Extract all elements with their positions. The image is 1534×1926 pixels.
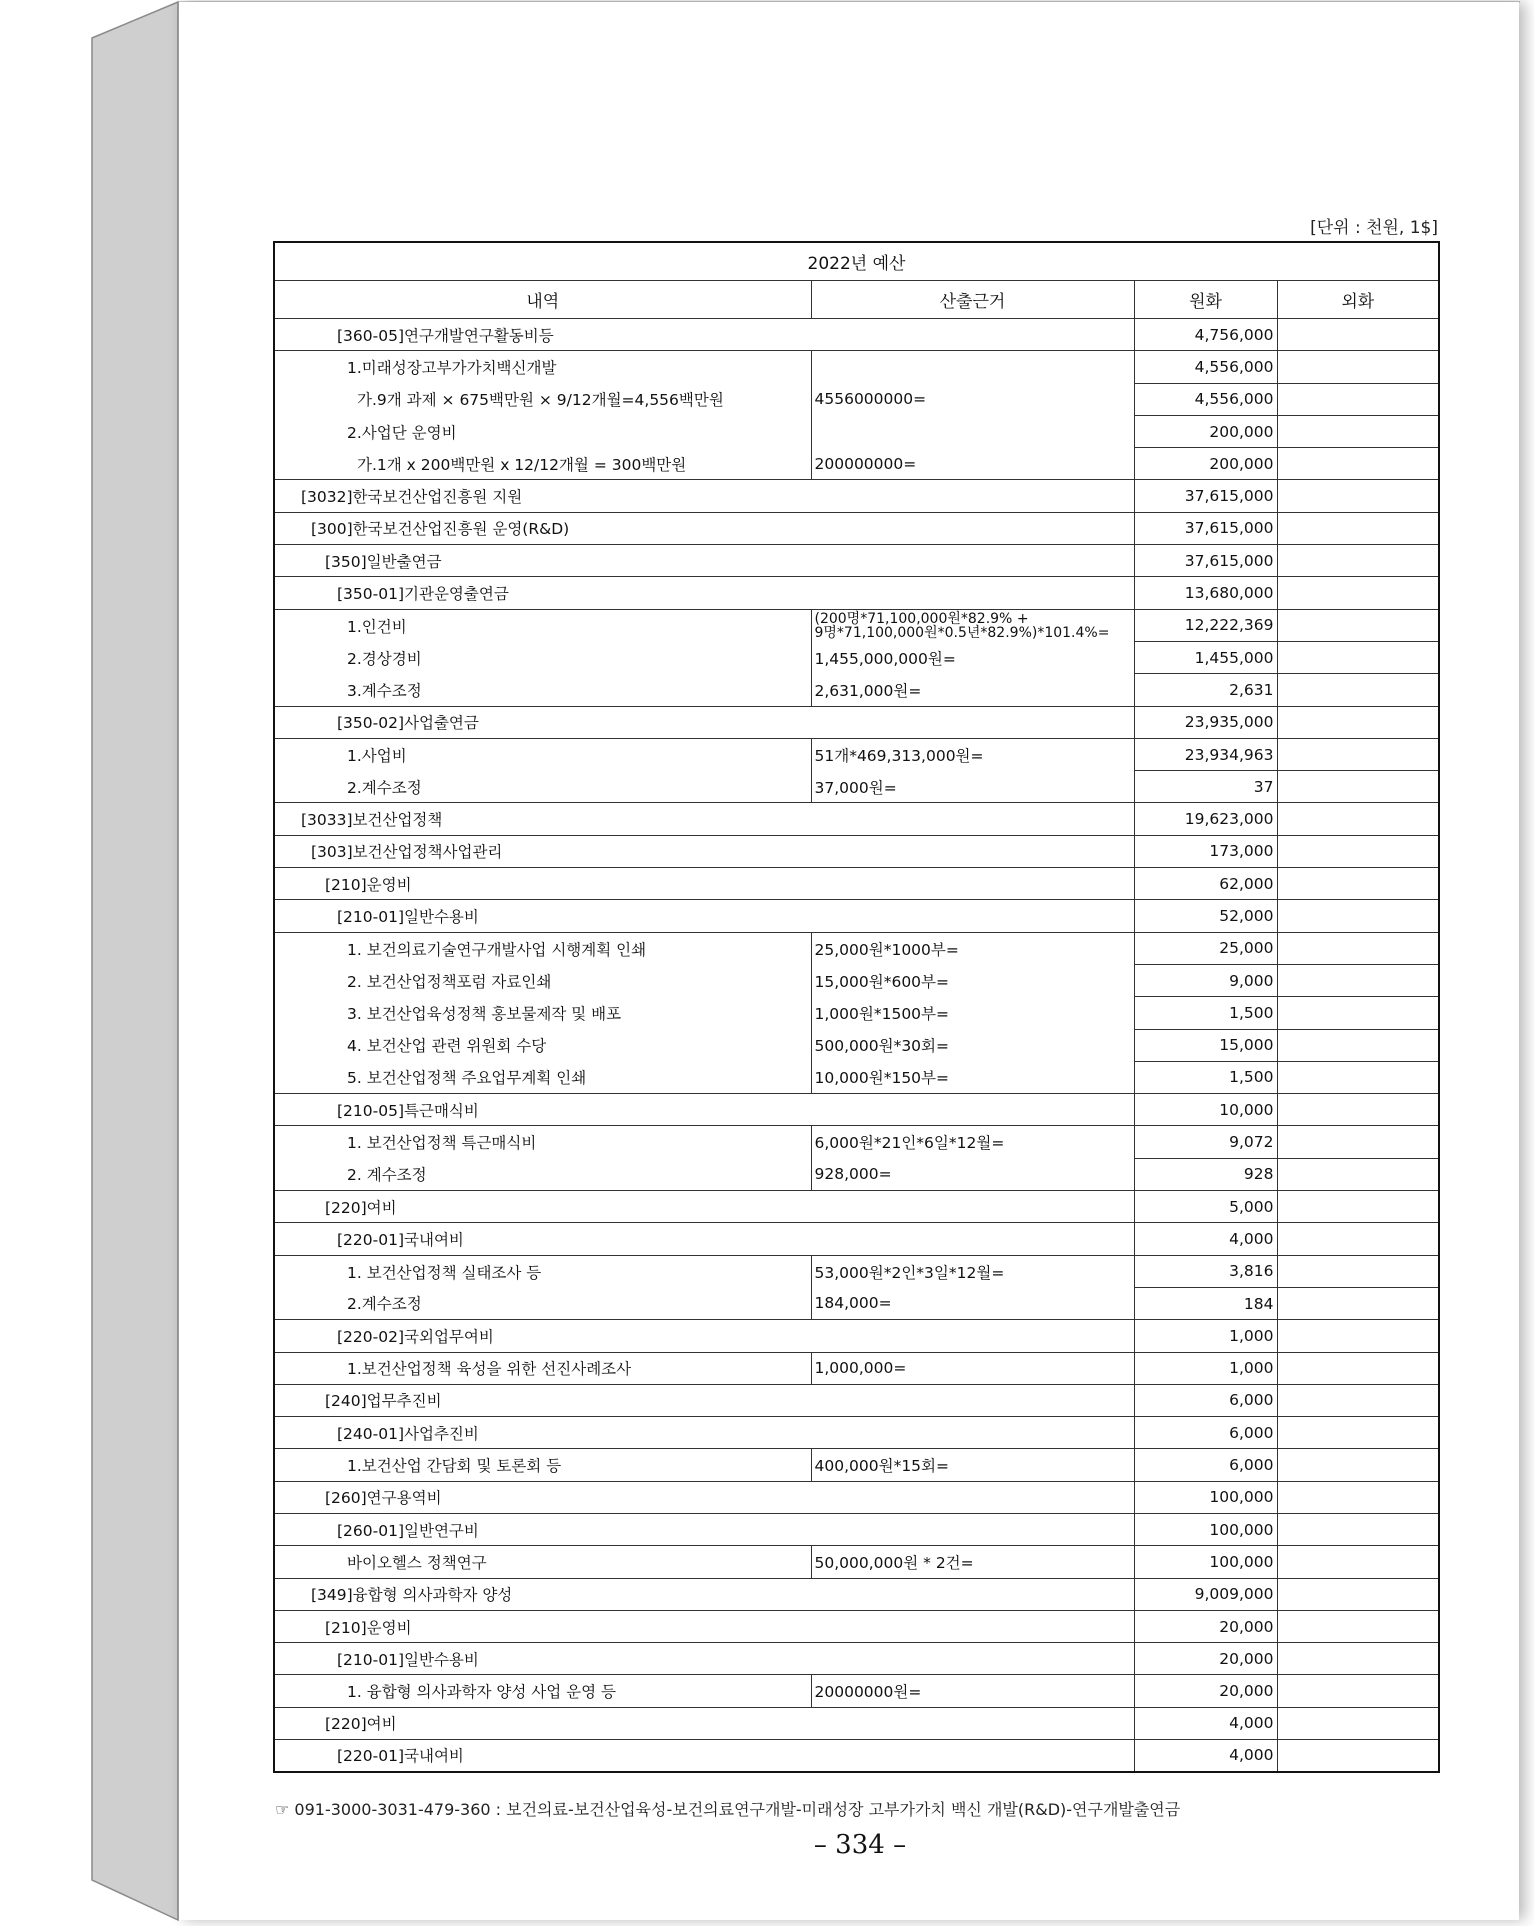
budget-rows [274,319,1439,1772]
row-description: [3033]보건산업정책 [274,803,1134,835]
row-won-amount: 4,000 [1134,1223,1277,1255]
table-row [274,319,1439,351]
row-description: 바이오헬스 정책연구 [274,1546,811,1578]
row-foreign-amount [1277,512,1439,544]
row-description: 4. 보건산업 관련 위원회 수당 [274,1029,811,1061]
header-foreign: 외화 [1277,281,1439,319]
row-won-amount: 20,000 [1134,1675,1277,1707]
table-row [274,512,1439,544]
row-won-amount: 13,680,000 [1134,577,1277,609]
row-won-amount: 6,000 [1134,1449,1277,1481]
page-number: – 334 – [813,1830,907,1860]
row-description: [349]융합형 의사과학자 양성 [274,1578,1134,1610]
row-description: 1. 융합형 의사과학자 양성 사업 운영 등 [274,1675,811,1707]
table-row [274,641,1439,673]
table-row [274,351,1439,383]
row-foreign-amount [1277,1578,1439,1610]
row-won-amount: 23,934,963 [1134,738,1277,770]
table-row [274,1513,1439,1545]
header-basis: 산출근거 [811,281,1134,319]
row-description: [220]여비 [274,1191,1134,1223]
row-foreign-amount [1277,674,1439,706]
table-row [274,1061,1439,1093]
table-row [274,1546,1439,1578]
row-foreign-amount [1277,1223,1439,1255]
table-row [274,448,1439,480]
row-won-amount: 9,000 [1134,964,1277,996]
row-won-amount: 20,000 [1134,1643,1277,1675]
row-foreign-amount [1277,1740,1439,1772]
row-basis: 25,000원*1000부= [811,932,1134,964]
row-foreign-amount [1277,351,1439,383]
row-foreign-amount [1277,1707,1439,1739]
row-basis: 1,455,000,000원= [811,641,1134,673]
row-description: [220-02]국외업무여비 [274,1320,1134,1352]
row-basis: 928,000= [811,1158,1134,1190]
table-row [274,1578,1439,1610]
table-row [274,609,1439,641]
row-description: 2.계수조정 [274,771,811,803]
row-description: 1. 보건산업정책 특근매식비 [274,1126,811,1158]
row-won-amount: 37,615,000 [1134,545,1277,577]
row-description: [300]한국보건산업진흥원 운영(R&D) [274,512,1134,544]
row-description: 1.보건산업정책 육성을 위한 선진사례조사 [274,1352,811,1384]
row-foreign-amount [1277,415,1439,447]
table-row [274,1029,1439,1061]
row-basis [811,415,1134,447]
row-description: [360-05]연구개발연구활동비등 [274,319,1134,351]
row-foreign-amount [1277,1643,1439,1675]
table-row [274,771,1439,803]
row-basis: 500,000원*30회= [811,1029,1134,1061]
table-row [274,932,1439,964]
table-row [274,1255,1439,1287]
row-description: 1. 보건의료기술연구개발사업 시행계획 인쇄 [274,932,811,964]
row-basis: 37,000원= [811,771,1134,803]
row-foreign-amount [1277,448,1439,480]
row-foreign-amount [1277,1320,1439,1352]
row-description: [210]운영비 [274,1610,1134,1642]
table-row [274,835,1439,867]
row-foreign-amount [1277,1287,1439,1319]
row-description: [3032]한국보건산업진흥원 지원 [274,480,1134,512]
row-foreign-amount [1277,964,1439,996]
row-basis: (200명*71,100,000원*82.9% + 9명*71,100,000원*0.5년*82.9%)*101.4%= [811,609,1134,641]
row-description: 가.9개 과제 × 675백만원 × 9/12개월=4,556백만원 [274,383,811,415]
row-foreign-amount [1277,803,1439,835]
row-description: [303]보건산업정책사업관리 [274,835,1134,867]
row-description: 3. 보건산업육성정책 홍보물제작 및 배포 [274,997,811,1029]
row-foreign-amount [1277,1546,1439,1578]
row-foreign-amount [1277,868,1439,900]
row-won-amount: 52,000 [1134,900,1277,932]
row-basis: 2,631,000원= [811,674,1134,706]
row-won-amount: 37,615,000 [1134,512,1277,544]
footnote: ☞ 091-3000-3031-479-360 : 보건의료-보건산업육성-보건의료연구개발-미래성장 고부가가치 백신 개발(R&D)-연구개발출연금 [275,1800,1181,1819]
row-basis: 4556000000= [811,383,1134,415]
row-description: [210-01]일반수용비 [274,900,1134,932]
row-basis: 10,000원*150부= [811,1061,1134,1093]
row-description: 가.1개 x 200백만원 x 12/12개월 = 300백만원 [274,448,811,480]
row-won-amount: 1,500 [1134,1061,1277,1093]
unit-label: [단위 : 천원, 1$] [1310,218,1438,238]
row-foreign-amount [1277,900,1439,932]
table-row [274,1126,1439,1158]
row-description: [220-01]국내여비 [274,1740,1134,1772]
row-won-amount: 1,000 [1134,1320,1277,1352]
row-basis: 53,000원*2인*3일*12월= [811,1255,1134,1287]
row-won-amount: 1,455,000 [1134,641,1277,673]
row-won-amount: 2,631 [1134,674,1277,706]
row-description: 2.경상경비 [274,641,811,673]
row-foreign-amount [1277,738,1439,770]
table-row [274,383,1439,415]
row-foreign-amount [1277,1061,1439,1093]
table-row [274,1191,1439,1223]
row-won-amount: 5,000 [1134,1191,1277,1223]
table-row [274,1320,1439,1352]
row-basis: 1,000원*1500부= [811,997,1134,1029]
row-foreign-amount [1277,1384,1439,1416]
row-won-amount: 4,000 [1134,1707,1277,1739]
row-basis: 50,000,000원 * 2건= [811,1546,1134,1578]
row-won-amount: 4,756,000 [1134,319,1277,351]
row-won-amount: 23,935,000 [1134,706,1277,738]
row-won-amount: 9,009,000 [1134,1578,1277,1610]
row-won-amount: 100,000 [1134,1481,1277,1513]
row-basis: 400,000원*15회= [811,1449,1134,1481]
row-won-amount: 20,000 [1134,1610,1277,1642]
row-description: [350]일반출연금 [274,545,1134,577]
table-row [274,706,1439,738]
row-description: 1.사업비 [274,738,811,770]
row-description: 2. 계수조정 [274,1158,811,1190]
row-basis: 6,000원*21인*6일*12월= [811,1126,1134,1158]
row-won-amount: 173,000 [1134,835,1277,867]
row-won-amount: 10,000 [1134,1094,1277,1126]
row-basis: 51개*469,313,000원= [811,738,1134,770]
table-row [274,674,1439,706]
row-basis: 1,000,000= [811,1352,1134,1384]
row-description: 2. 보건산업정책포럼 자료인쇄 [274,964,811,996]
row-won-amount: 15,000 [1134,1029,1277,1061]
row-description: [210]운영비 [274,868,1134,900]
table-row [274,415,1439,447]
row-description: [240]업무추진비 [274,1384,1134,1416]
row-basis: 15,000원*600부= [811,964,1134,996]
table-row [274,1287,1439,1319]
row-won-amount: 200,000 [1134,415,1277,447]
row-won-amount: 4,000 [1134,1740,1277,1772]
table-row [274,1643,1439,1675]
table-row [274,738,1439,770]
table-row [274,1707,1439,1739]
row-description: [350-01]기관운영출연금 [274,577,1134,609]
row-foreign-amount [1277,383,1439,415]
row-foreign-amount [1277,641,1439,673]
table-row [274,1675,1439,1707]
row-won-amount: 100,000 [1134,1546,1277,1578]
row-foreign-amount [1277,609,1439,641]
row-won-amount: 4,556,000 [1134,383,1277,415]
row-won-amount: 6,000 [1134,1417,1277,1449]
row-foreign-amount [1277,1610,1439,1642]
row-description: [220]여비 [274,1707,1134,1739]
row-foreign-amount [1277,1513,1439,1545]
row-foreign-amount [1277,1449,1439,1481]
table-row [274,1094,1439,1126]
row-foreign-amount [1277,1029,1439,1061]
row-description: 1.인건비 [274,609,811,641]
header-won: 원화 [1134,281,1277,319]
row-description: 5. 보건산업정책 주요업무계획 인쇄 [274,1061,811,1093]
row-foreign-amount [1277,706,1439,738]
table-row [274,900,1439,932]
table-row [274,577,1439,609]
row-basis: 184,000= [811,1287,1134,1319]
row-foreign-amount [1277,771,1439,803]
row-foreign-amount [1277,1094,1439,1126]
table-row [274,868,1439,900]
row-won-amount: 9,072 [1134,1126,1277,1158]
row-foreign-amount [1277,835,1439,867]
row-won-amount: 4,556,000 [1134,351,1277,383]
row-foreign-amount [1277,545,1439,577]
row-won-amount: 12,222,369 [1134,609,1277,641]
table-row [274,1417,1439,1449]
row-foreign-amount [1277,1255,1439,1287]
row-foreign-amount [1277,577,1439,609]
table-row [274,1352,1439,1384]
row-basis: 200000000= [811,448,1134,480]
row-description: [240-01]사업추진비 [274,1417,1134,1449]
table-row [274,997,1439,1029]
row-foreign-amount [1277,319,1439,351]
table-row [274,1158,1439,1190]
row-won-amount: 928 [1134,1158,1277,1190]
row-won-amount: 62,000 [1134,868,1277,900]
table-row [274,803,1439,835]
table-row [274,480,1439,512]
row-foreign-amount [1277,1191,1439,1223]
row-won-amount: 19,623,000 [1134,803,1277,835]
row-description: [260-01]일반연구비 [274,1513,1134,1545]
row-description: 1. 보건산업정책 실태조사 등 [274,1255,811,1287]
row-basis: 20000000원= [811,1675,1134,1707]
row-won-amount: 3,816 [1134,1255,1277,1287]
row-foreign-amount [1277,1126,1439,1158]
row-won-amount: 37 [1134,771,1277,803]
row-description: [220-01]국내여비 [274,1223,1134,1255]
table-row [274,1740,1439,1772]
row-description: 2.사업단 운영비 [274,415,811,447]
row-foreign-amount [1277,1158,1439,1190]
row-won-amount: 37,615,000 [1134,480,1277,512]
table-row [274,545,1439,577]
row-description: 3.계수조정 [274,674,811,706]
header-description: 내역 [274,281,811,319]
row-foreign-amount [1277,1352,1439,1384]
row-won-amount: 184 [1134,1287,1277,1319]
budget-table [273,241,1440,1773]
table-row [274,1384,1439,1416]
row-foreign-amount [1277,932,1439,964]
row-description: [210-01]일반수용비 [274,1643,1134,1675]
row-foreign-amount [1277,1481,1439,1513]
table-row [274,1481,1439,1513]
row-won-amount: 25,000 [1134,932,1277,964]
row-description: [260]연구용역비 [274,1481,1134,1513]
table-row [274,1223,1439,1255]
row-foreign-amount [1277,1417,1439,1449]
row-description: 2.계수조정 [274,1287,811,1319]
row-won-amount: 1,000 [1134,1352,1277,1384]
row-won-amount: 200,000 [1134,448,1277,480]
row-foreign-amount [1277,1675,1439,1707]
row-won-amount: 6,000 [1134,1384,1277,1416]
row-description: 1.보건산업 간담회 및 토론회 등 [274,1449,811,1481]
row-description: [210-05]특근매식비 [274,1094,1134,1126]
table-row [274,1449,1439,1481]
row-foreign-amount [1277,480,1439,512]
row-description: [350-02]사업출연금 [274,706,1134,738]
row-basis [811,351,1134,383]
row-foreign-amount [1277,997,1439,1029]
row-won-amount: 1,500 [1134,997,1277,1029]
table-title: 2022년 예산 [274,242,1439,281]
table-row [274,1610,1439,1642]
table-row [274,964,1439,996]
row-description: 1.미래성장고부가가치백신개발 [274,351,811,383]
row-won-amount: 100,000 [1134,1513,1277,1545]
